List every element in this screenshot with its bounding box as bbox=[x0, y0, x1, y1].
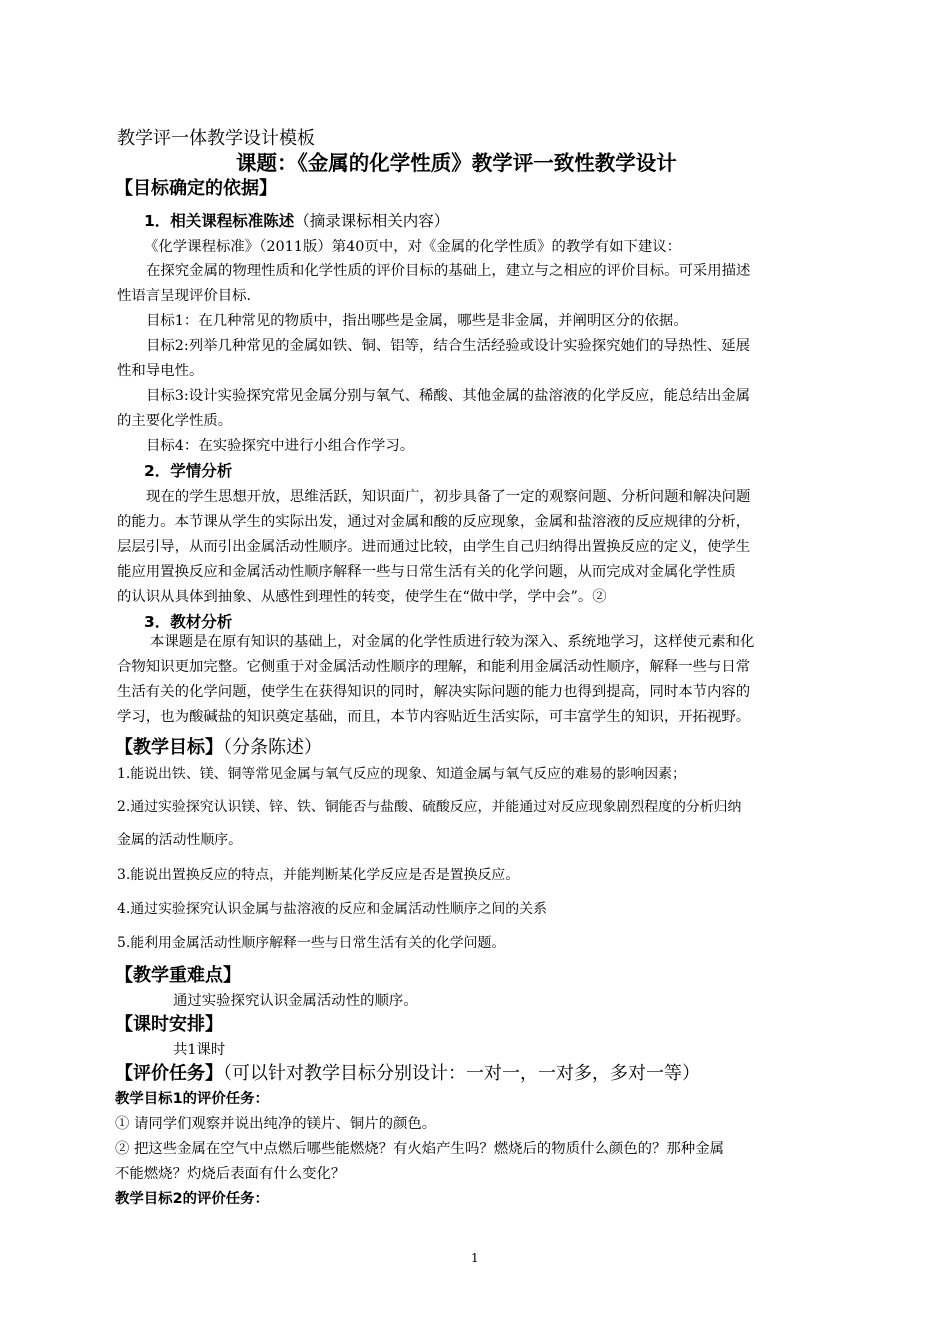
textbook-analysis-line: 生活有关的化学问题，使学生在获得知识的同时，解决实际问题的能力也得到提高，同时本节内容的 bbox=[117, 684, 751, 700]
key-points-text: 通过实验探究认识金属活动性的顺序。 bbox=[173, 993, 418, 1009]
task1-line: ① 请同学们观察并说出纯净的镁片、铜片的颜色。 bbox=[115, 1116, 437, 1132]
task2-title: 教学目标2的评价任务： bbox=[115, 1191, 269, 1207]
textbook-analysis-line: 本课题是在原有知识的基础上，对金属的化学性质进行较为深入、系统地学习，这样使元素和化 bbox=[150, 634, 755, 650]
teaching-goals-heading: 【教学目标】（分条陈述） bbox=[115, 737, 322, 758]
standard-subtitle: 1．相关课程标准陈述（摘录课标相关内容） bbox=[144, 212, 450, 230]
evaluation-tasks-heading: 【评价任务】（可以针对教学目标分别设计：一对一，一对多，多对一等） bbox=[115, 1063, 700, 1084]
schedule-heading: 【课时安排】 bbox=[115, 1014, 223, 1035]
standard-line: 的主要化学性质。 bbox=[117, 413, 233, 429]
goal-item: 金属的活动性顺序。 bbox=[117, 832, 243, 848]
standard-line: 《化学课程标准》（2011版）第40页中，对《金属的化学性质》的教学有如下建议： bbox=[144, 239, 682, 255]
goal-item: 2.通过实验探究认识镁、锌、铁、铜能否与盐酸、硫酸反应，并能通过对反应现象剧烈程度的分析归纳 bbox=[117, 799, 742, 815]
standard-line: 目标3:设计实验探究常见金属分别与氧气、稀酸、其他金属的盐溶液的化学反应，能总结出金属 bbox=[146, 388, 751, 404]
learner-analysis-line: 的能力。本节课从学生的实际出发，通过对金属和酸的反应现象，金属和盐溶液的反应规律的分析， bbox=[117, 514, 751, 530]
standard-line: 在探究金属的物理性质和化学性质的评价目标的基础上，建立与之相应的评价目标。可采用描述 bbox=[146, 263, 751, 279]
standard-line: 目标2:列举几种常见的金属如铁、铜、铝等，结合生活经验或设计实验探究她们的导热性、延展 bbox=[146, 338, 751, 354]
key-points-heading: 【教学重难点】 bbox=[115, 965, 241, 986]
learner-analysis-line: 能应用置换反应和金属活动性顺序解释一些与日常生活有关的化学问题，从而完成对金属化学性质 bbox=[117, 564, 736, 580]
goal-item: 3.能说出置换反应的特点，并能判断某化学反应是否是置换反应。 bbox=[117, 867, 520, 883]
textbook-analysis-line: 学习，也为酸碱盐的知识奠定基础，而且，本节内容贴近生活实际，可丰富学生的知识，开拓视野。 bbox=[117, 709, 751, 725]
basis-heading: 【目标确定的依据】 bbox=[115, 178, 277, 199]
standard-line: 目标4：在实验探究中进行小组合作学习。 bbox=[146, 438, 415, 454]
task1-line: ② 把这些金属在空气中点燃后哪些能燃烧？有火焰产生吗？燃烧后的物质什么颜色的？那种金属 bbox=[115, 1141, 724, 1157]
goal-item: 5.能利用金属活动性顺序解释一些与日常生活有关的化学问题。 bbox=[117, 935, 506, 951]
standard-line: 目标1：在几种常见的物质中，指出哪些是金属，哪些是非金属，并阐明区分的依据。 bbox=[146, 313, 688, 329]
template-title: 教学评一体教学设计模板 bbox=[117, 128, 315, 149]
page-number: 1 bbox=[471, 1251, 479, 1265]
goal-item: 4.通过实验探究认识金属与盐溶液的反应和金属活动性顺序之间的关系 bbox=[117, 901, 547, 917]
schedule-text: 共1课时 bbox=[173, 1042, 226, 1058]
learner-analysis-line: 现在的学生思想开放，思维活跃，知识面广，初步具备了一定的观察问题、分析问题和解决问题 bbox=[146, 489, 751, 505]
main-title: 课题：《金属的化学性质》教学评一致性教学设计 bbox=[236, 151, 677, 175]
textbook-analysis-title: 3．教材分析 bbox=[144, 613, 233, 631]
standard-line: 性语言呈现评价目标. bbox=[117, 288, 252, 304]
task1-line: 不能燃烧？灼烧后表面有什么变化？ bbox=[115, 1166, 346, 1182]
learner-analysis-line: 的认识从具体到抽象、从感性到理性的转变，使学生在“做中学，学中会”。② bbox=[117, 589, 607, 605]
task1-title: 教学目标1的评价任务： bbox=[115, 1091, 269, 1107]
goal-item: 1.能说出铁、镁、铜等常见金属与氧气反应的现象、知道金属与氧气反应的难易的影响因素； bbox=[117, 766, 686, 782]
learner-analysis-title: 2．学情分析 bbox=[144, 462, 233, 480]
textbook-analysis-line: 合物知识更加完整。它侧重于对金属活动性顺序的理解，和能利用金属活动性顺序，解释一些与日常 bbox=[117, 659, 751, 675]
standard-line: 性和导电性。 bbox=[117, 363, 204, 379]
learner-analysis-line: 层层引导，从而引出金属活动性顺序。进而通过比较，由学生自己归纳得出置换反应的定义，使学生 bbox=[117, 539, 751, 555]
